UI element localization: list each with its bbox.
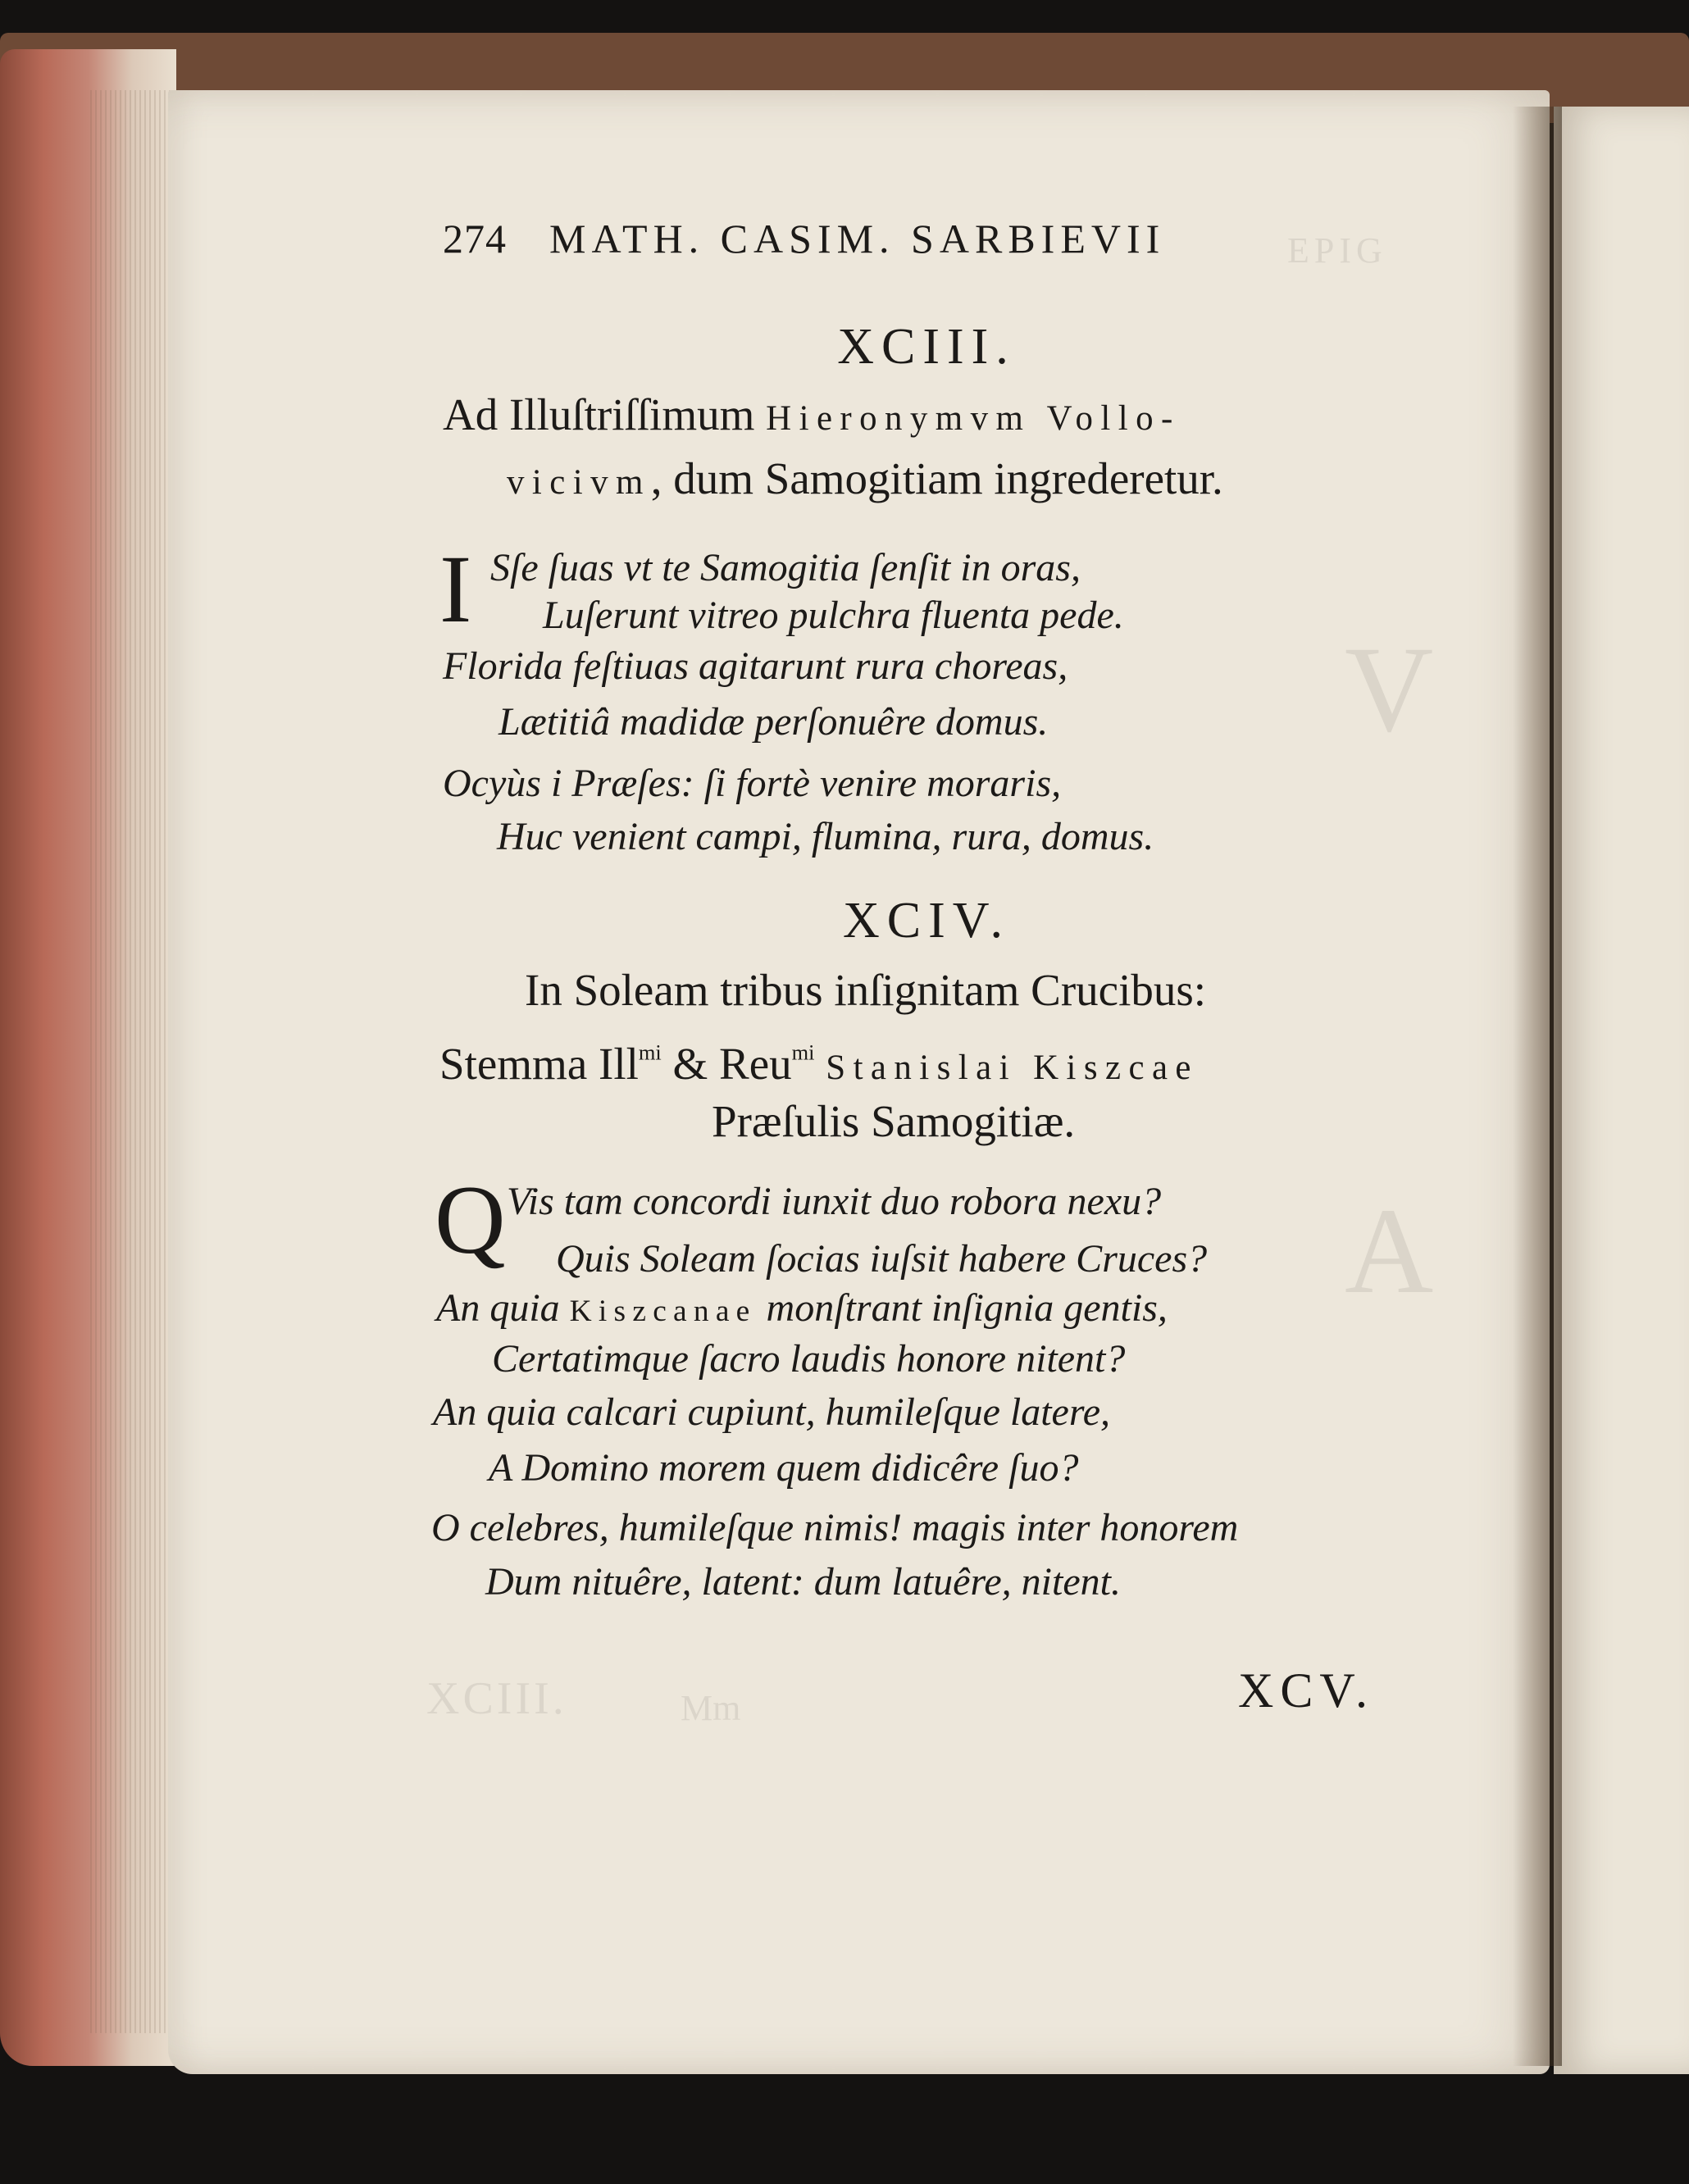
verse-line: Lætitiâ madidæ perſonuêre domus. <box>499 700 1049 744</box>
verse-line: O celebres, humileſque nimis! magis inter honorem <box>431 1506 1239 1549</box>
drop-cap: Q <box>435 1165 506 1274</box>
running-head <box>443 215 1165 262</box>
book-gutter <box>1513 107 1562 2066</box>
poem-heading: vicivm, dum Samogitiam ingrederetur. <box>507 453 1223 503</box>
verse-line: An quia Kiszcanae monſtrant inſignia gentis, <box>436 1286 1168 1330</box>
verse-line: Quis Soleam ſocias iuſsit habere Cruces? <box>556 1237 1208 1281</box>
poem-numeral: XCIV. <box>842 893 1011 949</box>
bleed-through-text: Mm <box>681 1688 741 1728</box>
drop-cap: I <box>439 535 472 643</box>
catchword: XCV. <box>1238 1663 1374 1718</box>
verse-line: Certatimque ſacro laudis honore nitent? <box>492 1337 1126 1381</box>
poem-heading: Ad Illuſtriſſimum Hieronymvm Vollo- <box>443 389 1181 439</box>
page-number: 274 <box>443 216 507 262</box>
verse-line: Vis tam concordi iunxit duo robora nexu? <box>507 1180 1162 1223</box>
verse-line: Luſerunt vitreo pulchra fluenta pede. <box>543 594 1124 637</box>
poem-heading: Stemma Ill$^{mi}$ & Reu$^{mi}$ Stanislai Kiszcae <box>439 1039 1199 1089</box>
verse-line: Florida feſtiuas agitarunt rura choreas, <box>443 644 1068 688</box>
running-head-title: MATH. CASIM. SARBIEVII <box>549 216 1166 262</box>
verse-line: An quia calcari cupiunt, humileſque latere, <box>433 1390 1111 1434</box>
bleed-through-text: V <box>1345 621 1434 758</box>
poem-numeral: XCIII. <box>837 319 1016 375</box>
verse-line: A Domino morem quem didicêre ſuo? <box>489 1446 1079 1490</box>
verse-line: Dum nituêre, latent: dum latuêre, nitent. <box>485 1560 1121 1604</box>
facing-page <box>1554 107 1689 2074</box>
poem-heading: In Soleam tribus inſignitam Crucibus: <box>525 965 1207 1015</box>
verse-line: Ocyùs i Præſes: ſi fortè venire moraris, <box>443 762 1062 805</box>
page-stack <box>90 90 180 2033</box>
verse-line: Sſe ſuas vt te Samogitia ſenſit in oras, <box>490 546 1081 589</box>
bleed-through-text: EPIG <box>1287 230 1387 271</box>
bleed-through-text: A <box>1345 1183 1434 1319</box>
bleed-through-text: XCIII. <box>426 1673 567 1724</box>
verse-line: Huc venient campi, flumina, rura, domus. <box>497 815 1154 858</box>
poem-heading: Præſulis Samogitiæ. <box>712 1096 1076 1146</box>
